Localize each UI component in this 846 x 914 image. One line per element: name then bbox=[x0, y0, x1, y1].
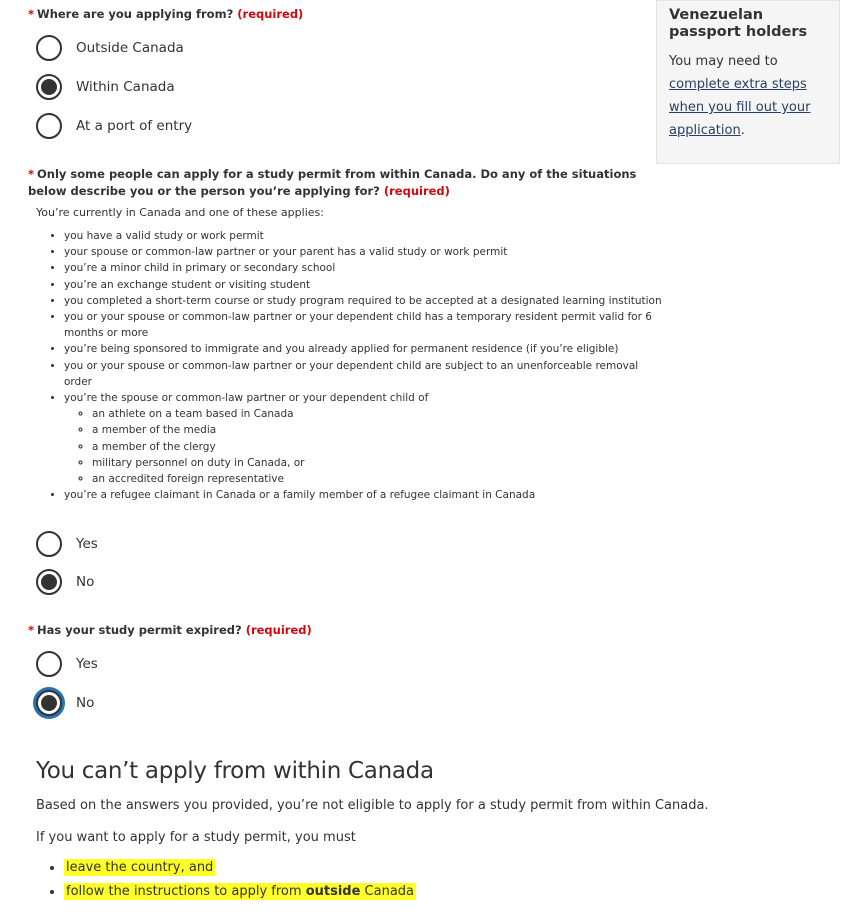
radio-label: Outside Canada bbox=[76, 40, 184, 56]
list-item-with-sublist bbox=[64, 390, 664, 487]
highlighted-text bbox=[64, 883, 416, 900]
list-item: • you’re a minor child in primary or secondary school bbox=[64, 260, 664, 276]
radio-label: Yes bbox=[76, 656, 98, 672]
panel-text bbox=[669, 50, 827, 142]
radio-label: Yes bbox=[76, 536, 98, 552]
radio-outside-canada[interactable] bbox=[36, 35, 184, 61]
step-item bbox=[64, 856, 416, 880]
question-text: Only some people can apply for a study permit from within Canada. Do any of the situations below describe you or the person you’re applying for? bbox=[28, 167, 637, 198]
step-text: follow the instructions to apply from bbox=[66, 884, 306, 899]
list-item: • you’re a refugee claimant in Canada or a family member of a refugee claimant in Canada bbox=[64, 487, 664, 503]
list-item: • you or your spouse or common-law partner or your dependent child are subject to an unenforceable removal order bbox=[64, 358, 664, 390]
required-tag: (required) bbox=[237, 7, 304, 21]
radio-label: Within Canada bbox=[76, 79, 175, 95]
result-heading: You can’t apply from within Canada bbox=[36, 758, 434, 784]
highlighted-text: leave the country, and bbox=[66, 860, 214, 875]
list-item: • you or your spouse or common-law partner or your dependent child has a temporary resident permit valid for 6 months or more bbox=[64, 309, 664, 341]
step-text-end: Canada bbox=[360, 884, 415, 899]
radio-circle[interactable] bbox=[36, 651, 62, 677]
list-item: • you completed a short-term course or study program required to be accepted at a designated learning institution bbox=[64, 293, 664, 309]
radio-expired-no[interactable] bbox=[36, 690, 94, 716]
venezuelan-passport-panel bbox=[656, 0, 840, 164]
question-applying-from bbox=[28, 6, 303, 23]
required-tag: (required) bbox=[245, 623, 312, 637]
panel-title: Venezuelan passport holders bbox=[669, 7, 808, 40]
complete-extra-steps-link[interactable]: complete extra steps when you fill out your application bbox=[669, 77, 811, 138]
radio-eligibility-no[interactable] bbox=[36, 569, 94, 595]
radio-label: No bbox=[76, 695, 95, 711]
sub-list-item: ◦ military personnel on duty in Canada, or bbox=[92, 455, 664, 471]
list-item: • your spouse or common-law partner or your parent has a valid study or work permit bbox=[64, 244, 664, 260]
required-tag: (required) bbox=[383, 184, 450, 198]
panel-text-start: You may need to bbox=[669, 54, 778, 69]
radio-eligibility-yes[interactable] bbox=[36, 531, 98, 557]
question-text: Where are you applying from? bbox=[37, 7, 234, 21]
result-instruction: If you want to apply for a study permit, you must bbox=[36, 830, 356, 845]
radio-expired-yes[interactable] bbox=[36, 651, 98, 677]
list-item: • you’re being sponsored to immigrate and you already applied for permanent residence (if you’re eligible) bbox=[64, 341, 664, 357]
step-item bbox=[64, 880, 416, 904]
question-eligibility bbox=[28, 166, 648, 200]
situations-list bbox=[36, 228, 664, 503]
sub-list bbox=[64, 406, 664, 487]
list-item-text: you’re the spouse or common-law partner or your dependent child of bbox=[64, 392, 429, 405]
radio-circle-selected-focused[interactable] bbox=[36, 690, 62, 716]
question-text: Has your study permit expired? bbox=[37, 623, 242, 637]
list-item: • you have a valid study or work permit bbox=[64, 228, 664, 244]
required-star: * bbox=[28, 167, 35, 181]
list-item: • you’re an exchange student or visiting student bbox=[64, 277, 664, 293]
result-paragraph: Based on the answers you provided, you’re not eligible to apply for a study permit from within Canada. bbox=[36, 798, 709, 813]
sub-list-item: ◦ a member of the media bbox=[92, 422, 664, 438]
radio-circle-selected[interactable] bbox=[36, 569, 62, 595]
radio-port-of-entry[interactable] bbox=[36, 113, 192, 139]
radio-circle[interactable] bbox=[36, 35, 62, 61]
radio-circle-selected[interactable] bbox=[36, 74, 62, 100]
required-star: * bbox=[28, 7, 35, 21]
question-help-text: You’re currently in Canada and one of these applies: bbox=[36, 206, 324, 219]
steps-list bbox=[36, 856, 416, 904]
sub-list-item: ◦ a member of the clergy bbox=[92, 439, 664, 455]
required-star: * bbox=[28, 623, 35, 637]
radio-circle[interactable] bbox=[36, 113, 62, 139]
radio-within-canada[interactable] bbox=[36, 74, 175, 100]
sub-list-item: ◦ an accredited foreign representative bbox=[92, 471, 664, 487]
radio-label: No bbox=[76, 574, 95, 590]
question-permit-expired bbox=[28, 622, 312, 639]
sub-list-item: ◦ an athlete on a team based in Canada bbox=[92, 406, 664, 422]
panel-text-end: . bbox=[740, 123, 745, 138]
radio-circle[interactable] bbox=[36, 531, 62, 557]
step-bold-text: outside bbox=[305, 884, 361, 899]
radio-label: At a port of entry bbox=[76, 118, 193, 134]
